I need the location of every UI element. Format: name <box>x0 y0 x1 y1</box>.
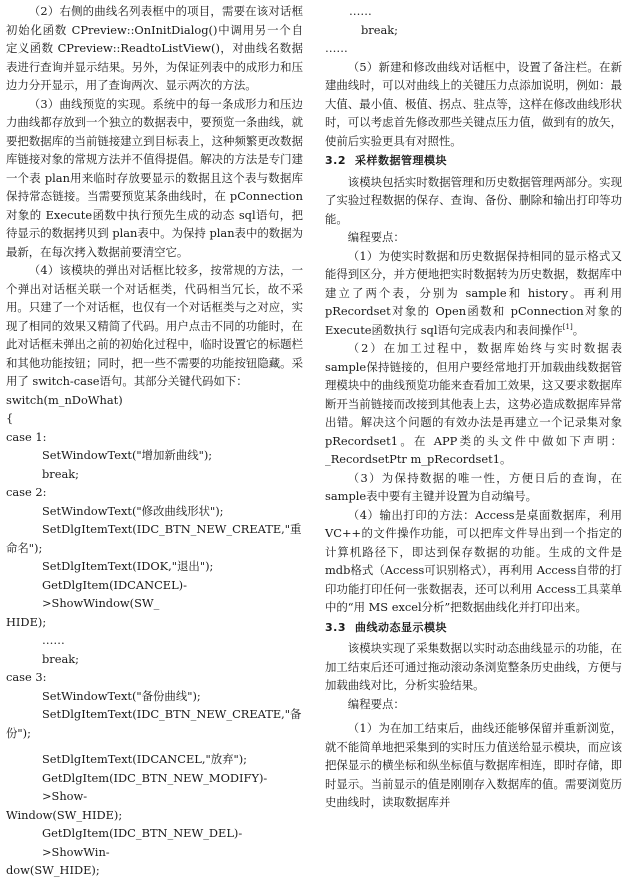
code-line: Window(SW_HIDE); <box>6 807 123 822</box>
code-block <box>6 391 303 880</box>
section-title: 采样数据管理模块 <box>355 154 447 167</box>
paragraph-2: （2）右侧的曲线名列表框中的项目，需要在该对话框初始化函数 CPreview::OnInitDialog()中调用另一个自定义函数 CPreview::ReadtoListView()，对曲线名数据表进行查询并显示结果。另外，为保证列表中的成形力和压边力分开显示，用了查询两次、显示两次的方法。 <box>6 4 303 92</box>
point-1: （1）为在加工结束后，曲线还能够保留并重新浏览，就不能简单地把采集到的实时压力值送给显示模块，而应该把保显示的横坐标和纵坐标值与数据库相连，即时存储，即时显示。当前显示的值是刚刚存入数据库的值。需要浏览历史曲线时，读取数据库并 <box>325 721 622 809</box>
paragraph-5: （5）新建和修改曲线对话框中，设置了备注栏。在新建曲线时，可以对曲线上的关键压力点添加说明，例如：最大值、最小值、极值、拐点、驻点等，这样在修改曲线形状时，可以考虑首先修改那些关键点压力值，做到有的放矢，使前后实验更具有对照性。 <box>325 59 622 148</box>
code-line: dow(SW_HIDE); <box>6 863 100 877</box>
code-line: SetWindowText("修改曲线形状"); <box>42 503 224 518</box>
section-heading-3-2 <box>325 152 622 171</box>
citation-ref: [1] <box>562 322 573 331</box>
code-line: HIDE); <box>6 614 47 629</box>
code-line: SetDlgItemText(IDC_BTN_NEW_CREATE,"备 <box>42 707 302 721</box>
code-line: GetDlgItem(IDCANCEL)->ShowWindow(SW_ <box>42 577 187 610</box>
code-line: SetWindowText("增加新曲线"); <box>42 448 213 462</box>
code-line: SetWindowText("备份曲线"); <box>42 688 201 703</box>
code-line: 份"); <box>6 725 31 740</box>
point-1 <box>325 247 622 340</box>
code-line: …… <box>325 41 348 55</box>
code-line: …… <box>349 4 372 18</box>
programming-points-label: 编程要点： <box>347 696 405 711</box>
code-line: break; <box>42 651 80 666</box>
code-line: switch(m_nDoWhat) <box>6 392 123 407</box>
left-column <box>6 2 303 880</box>
point-end: 。 <box>572 322 585 337</box>
code-line: GetDlgItem(IDC_BTN_NEW_DEL)->ShowWin- <box>42 826 243 859</box>
paragraph-3: （3）曲线预览的实现。系统中的每一条成形力和压边力曲线都存放到一个独立的数据表中，要预览一条曲线，就要把数据库的当前链接建立到目标表上，这种频繁更改数据库链接对象的常规方法并不值得提倡。解决的方法是专门建一个表 plan用来临时存放要显示的数据且这个表与数据库保持常态链接。当需要预览某条曲线时，在 pConnection对象的 Execute函数中执行预先生成的动态 sql语句，把待显示的数据拷贝到 plan表中。为保持 plan表中的数据为最新，在每次拷入数据前要清空它。 <box>6 96 303 259</box>
code-line: 命名"); <box>6 540 43 555</box>
point-3: （3）为保持数据的唯一性，方便日后的查询，在 sample表中要有主键并设置为自动编号。 <box>325 470 622 503</box>
point-text: （1）为使实时数据和历史数据保持相同的显示格式又能得到区分，并方便地把实时数据转为历史数据，数据库中建立了两个表，分别为 sample和 history。再利用 pRecordset对象的 Open函数和 pConnection对象的 Execute函数执行 sql语句完成表内和表间操作 <box>325 248 622 337</box>
point-4: （4）输出打印的方法：Access是桌面数据库，利用 VC++的文件操作功能，可以把库文件导出到一个指定的计算机路径下，即达到保存数据的功能。生成的文件是 mdb格式（Access可识别格式），再利用 Access自带的打印功能打印任何一张数据表，还可以利用 Access工具菜单中的“用 MS excel分析”把数据曲线化并打印出来。 <box>325 507 622 614</box>
code-line: { <box>6 411 14 425</box>
code-line: SetDlgItemText(IDCANCEL,"放弃"); <box>42 752 248 766</box>
code-line: GetDlgItem(IDC_BTN_NEW_MODIFY)->Show- <box>42 770 268 803</box>
programming-points-label: 编程要点： <box>347 230 405 244</box>
section-number: 3.2 <box>325 154 346 167</box>
section-intro: 该模块包括实时数据管理和历史数据管理两部分。实现了实验过程数据的保存、查询、备份、删除和输出打印等功能。 <box>325 174 622 226</box>
section-title: 曲线动态显示模块 <box>355 620 447 634</box>
section-heading-3-3 <box>325 619 622 638</box>
section-intro: 该模块实现了采集数据以实时动态曲线显示的功能，在加工结束后还可通过拖动滚动条浏览整条历史曲线，方便与加载曲线对比，分析实验结果。 <box>325 641 622 692</box>
code-line: SetDlgItemText(IDC_BTN_NEW_CREATE,"重 <box>42 522 302 536</box>
code-line: SetDlgItemText(IDOK,"退出"); <box>42 559 214 573</box>
point-2: （2）在加工过程中，数据库始终与实时数据表sample保持链接的，但用户要经常地打开加载曲线数据管理模块中的曲线预览功能来查看加工效果，这又要求数据库断开当前链接而改接到其他表上去，这势必造成数据库异常出错。解决这个问题的有效办法是再建立一个记录集对象 pRecordset1。在 APP类的头文件中做如下声明：_RecordsetPtr m_pRecordset1。 <box>325 341 622 466</box>
paragraph-4: （4）该模块的弹出对话框比较多，按常规的方法，一个弹出对话框关联一个对话框类，代码相当冗长，故不采用。只建了一个对话框，也仅有一个对话框类与之对应，实现了相同的效果又精简了代码。用户点击不同的功能时，在此对话框未弹出之前的初始化过程中，临时设置它的标题栏和其他功能按钮；同时，把一些不需要的功能按钮隐藏。采用了 switch-case语句。其部分关键代码如下： <box>6 263 303 388</box>
code-line: break; <box>42 466 80 481</box>
section-number: 3.3 <box>325 620 346 634</box>
code-line: …… <box>42 633 65 647</box>
code-line: case 2: <box>6 485 47 499</box>
code-line: case 1: <box>6 429 47 444</box>
code-line: case 3: <box>6 670 47 684</box>
right-column <box>325 2 622 812</box>
code-line: break; <box>361 22 399 37</box>
